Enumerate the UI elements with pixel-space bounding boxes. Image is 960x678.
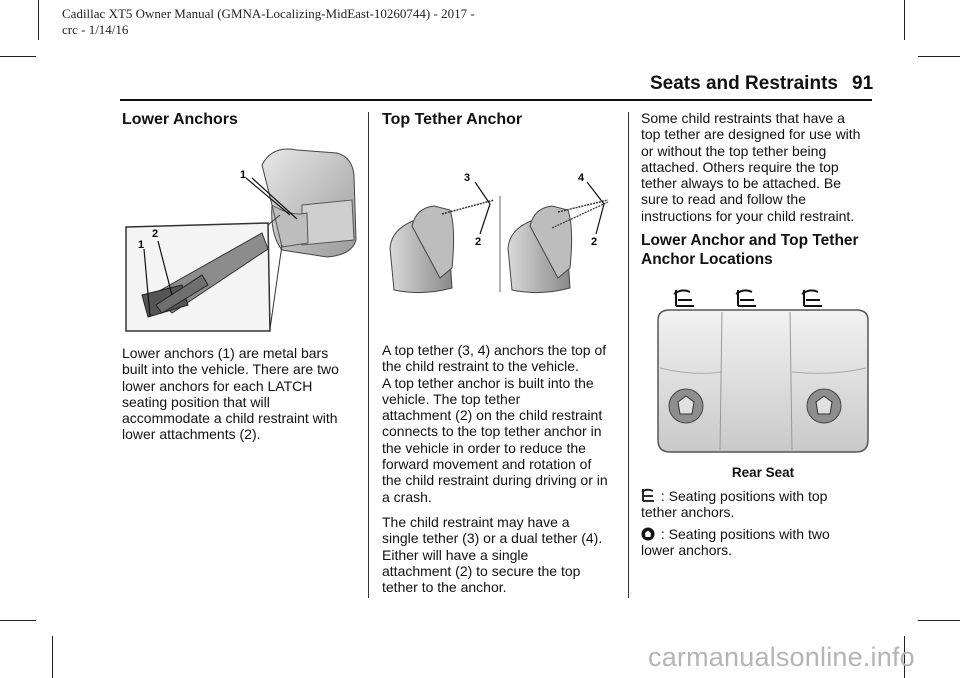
top-tether-icon — [674, 290, 822, 306]
legend-lower-anchor — [641, 526, 881, 559]
text-line: accommodate a child restraint with — [122, 410, 338, 427]
text-line: attachment (2) on the child restraint — [382, 407, 603, 424]
doc-meta-line1: Cadillac XT5 Owner Manual (GMNA-Localizing-MidEast-10260744) - 2017 - — [62, 6, 475, 21]
text-line: Some child restraints that have a — [641, 110, 845, 126]
callout-2: 2 — [152, 228, 159, 240]
callout-3: 3 — [464, 172, 471, 184]
text-line: tether always to be attached. Be — [641, 175, 842, 192]
page-number: 91 — [852, 73, 874, 94]
text-line: single tether (3) or a dual tether (4). — [382, 530, 603, 547]
rear-seat-caption: Rear Seat — [731, 465, 795, 480]
top-tether-icon — [641, 488, 655, 503]
column-divider — [628, 112, 629, 598]
lower-anchor-icon — [641, 527, 655, 541]
header-rule — [120, 99, 872, 101]
text-line: attached. Others require the top — [641, 158, 839, 175]
lower-anchors-figure — [122, 145, 358, 333]
callout-1b: 1 — [138, 239, 145, 251]
column-divider — [368, 112, 369, 598]
watermark: carmanualsonline.info — [648, 642, 915, 672]
heading-line: Anchor Locations — [641, 251, 773, 268]
text-line: or without the top tether being — [641, 142, 827, 159]
text-line: the vehicle in order to reduce the — [382, 439, 586, 456]
text-line: a crash. — [382, 488, 432, 505]
legend-line: lower anchors. — [641, 542, 733, 559]
text-line: A top tether (3, 4) anchors the top of — [382, 342, 607, 358]
text-line: built into the vehicle. There are two — [122, 361, 339, 378]
text-line: A top tether anchor is built into the — [382, 374, 594, 391]
legend-line: tether anchors. — [641, 504, 735, 521]
legend-top-tether — [641, 488, 881, 521]
text-line: sure to read and follow the — [641, 191, 806, 208]
text-line: connects to the top tether anchor in — [382, 423, 602, 440]
text-line: seating position that will — [122, 393, 270, 410]
text-line: vehicle. The top tether — [382, 390, 521, 407]
top-tether-paragraphs — [382, 342, 624, 604]
anchor-locations-heading — [641, 231, 859, 269]
callout-4: 4 — [578, 172, 585, 184]
text-line: forward movement and rotation of — [382, 456, 592, 473]
lower-anchors-paragraph — [122, 345, 362, 443]
text-line: tether to the anchor. — [382, 579, 507, 596]
text-line: Lower anchors (1) are metal bars — [122, 345, 329, 361]
crop-mark — [38, 0, 39, 40]
text-line: attachment (2) to secure the top — [382, 562, 581, 579]
crop-mark — [918, 620, 960, 621]
text-line: Either will have a single — [382, 546, 529, 563]
callout-2a: 2 — [475, 236, 482, 248]
crop-mark — [52, 636, 53, 678]
top-tether-figure — [382, 168, 618, 300]
legend-line — [641, 526, 881, 542]
doc-meta-line2: crc - 1/14/16 — [62, 22, 129, 37]
legend-text: : Seating positions with two — [657, 526, 830, 542]
legend-line — [641, 488, 881, 504]
crop-mark — [918, 56, 960, 57]
top-tether-heading: Top Tether Anchor — [382, 111, 523, 128]
top-tether-paragraph-1 — [382, 342, 624, 505]
lower-anchors-heading: Lower Anchors — [122, 111, 238, 128]
rear-seat-figure — [652, 280, 874, 456]
crop-mark — [0, 620, 36, 621]
child-restraint-intro — [641, 110, 881, 224]
section-title: Seats and Restraints — [650, 73, 838, 94]
top-tether-paragraph-2 — [382, 514, 624, 595]
doc-meta — [62, 6, 475, 38]
heading-line: Lower Anchor and Top Tether — [641, 232, 859, 249]
crop-mark — [904, 0, 905, 40]
text-line: instructions for your child restraint. — [641, 207, 855, 224]
callout-2b: 2 — [591, 236, 598, 248]
text-line: top tether are designed for use with — [641, 126, 861, 143]
text-line: lower attachments (2). — [122, 426, 261, 443]
callout-1a: 1 — [240, 169, 247, 181]
text-line: the child restraint during driving or in — [382, 472, 608, 489]
crop-mark — [0, 56, 36, 57]
legend-text: : Seating positions with top — [657, 488, 828, 504]
text-line: lower anchors for each LATCH — [122, 377, 313, 394]
text-line: The child restraint may have a — [382, 513, 570, 530]
text-line: the child restraint to the vehicle. — [382, 358, 579, 375]
